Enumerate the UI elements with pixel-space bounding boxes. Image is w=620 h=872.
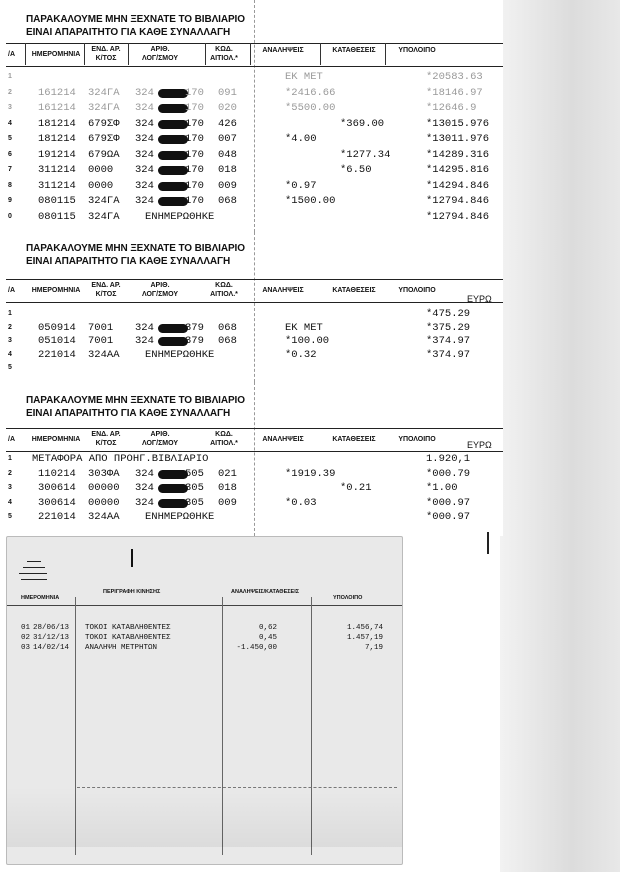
row-number: 7 [8,166,12,173]
header-deposits: ΚΑΤΑΘΕΣΕΙΣ [332,47,376,54]
header-account-2: ΛΟΓ/ΣΜΟΥ [141,55,179,62]
row-account-suffix: 505 [185,467,204,480]
row-account: 324 [135,86,154,99]
header-branch-2: Κ/ΤΟΣ [95,440,117,447]
row-code: 426 [218,117,237,130]
row-code: 018 [218,482,237,494]
row-withdrawal: *0.97 [285,179,317,192]
row-branch: 324ΓΑ [88,86,120,99]
currency-label: ΕΥΡΩ [467,440,492,450]
row-date: ΜΕΤΑΦΟΡΑ ΑΠΟ ΠΡΟΗΓ.ΒΙΒΛΙΑΡΙΟ [32,453,209,465]
row-code: 021 [218,467,237,480]
row-code: 020 [218,102,237,114]
row-date: 050914 [38,321,76,334]
header-date: ΗΜΕΡΟΜΗΝΙΑ [31,287,81,294]
header-balance: ΥΠΟΛΟΙΠΟ [398,436,436,443]
row-account: 324 [135,496,154,509]
row-branch: 324ΓΑ [88,195,120,207]
header-date: ΗΜΕΡΟΜΗΝΙΑ [31,51,81,58]
header-code-1: ΚΩΔ. [215,282,233,289]
redaction-mark [158,470,188,479]
header-branch-1: ΕΝΔ. ΑΡ. [91,431,121,438]
header-branch-2: Κ/ΤΟΣ [95,55,117,62]
table-row [0,163,503,177]
mark [131,549,133,567]
row-number: 4 [8,119,12,127]
table-row [0,452,503,466]
row-withdrawal: *0.03 [285,496,317,509]
row-number: 3 [8,337,12,344]
row-account: 324 [135,179,154,192]
header-deposits: ΚΑΤΑΘΕΣΕΙΣ [332,436,376,443]
table-row [0,70,503,84]
col-divider [84,43,85,65]
col-divider [25,43,26,65]
row-code: 068 [218,321,237,334]
card-row-description: ΤΟΚΟΙ ΚΑΤΑΒΛΗΘΕΝΤΕΣ [85,634,171,642]
card-header-desc: ΠΕΡΙΓΡΑΦΗ ΚΙΝΗΣΗΣ [103,589,161,595]
row-withdrawal: ΕΚ ΜΕΤ [285,71,323,83]
redaction-mark [158,197,188,206]
table-header [6,279,503,303]
row-balance: *13011.976 [426,133,490,145]
table-row [0,307,503,321]
row-number: 4 [8,498,12,506]
row-date: 221014 [38,348,76,361]
header-date: ΗΜΕΡΟΜΗΝΙΑ [31,436,81,443]
row-date: 161214 [38,86,76,99]
row-account: 324 [135,133,154,145]
header-branch-1: ΕΝΔ. ΑΡ. [91,46,121,53]
card-shade [7,787,402,847]
table-row [0,210,503,224]
row-balance: *375.29 [426,321,471,334]
passbook-page-1 [0,0,503,232]
row-balance: *14294.846 [426,179,490,192]
row-code: 091 [218,86,237,99]
row-account-suffix: 170 [185,133,204,145]
row-code: 068 [218,195,237,207]
card-row-balance: 7,19 [365,644,384,652]
header-balance: ΥΠΟΛΟΙΠΟ [398,287,436,294]
row-balance: *000.97 [426,511,471,523]
redaction-mark [158,324,188,333]
notice [26,394,245,420]
header-branch-2: Κ/ΤΟΣ [95,291,117,298]
row-date: 311214 [38,179,76,192]
header-code-2: ΑΙΤΙΟΛ.* [210,55,238,62]
table-header [6,428,503,452]
card-row-balance: 1.456,74 [347,624,384,632]
row-balance: *12794.846 [426,195,490,207]
table-row [0,101,503,115]
header-balance: ΥΠΟΛΟΙΠΟ [398,47,436,54]
table-row [0,179,503,193]
row-number: 3 [8,484,12,491]
row-withdrawal: *2416.66 [285,86,336,99]
row-account: ΕΝΗΜΕΡΩΘΗΚΕ [145,210,215,223]
row-withdrawal: *0.32 [285,348,317,361]
card-row-amount: -1.450,00 [236,644,278,652]
row-withdrawal: *100.00 [285,335,330,347]
notice-line-2: ΕΙΝΑΙ ΑΠΑΡΑΙΤΗΤΟ ΓΙΑ ΚΑΘΕ ΣΥΝΑΛΛΑΓΗ [26,256,231,267]
row-withdrawal: *1919.39 [285,467,336,480]
header-branch-1: ΕΝΔ. ΑΡ. [91,282,121,289]
row-account: 324 [135,321,154,334]
row-number: 5 [8,513,12,520]
row-branch: 679ΣΦ [88,117,120,130]
card-row-description: ΤΟΚΟΙ ΚΑΤΑΒΛΗΘΕΝΤΕΣ [85,624,171,632]
row-account-suffix: 170 [185,102,204,114]
row-deposit: *6.50 [340,164,372,176]
row-account-suffix: 170 [185,179,204,192]
row-balance: *14295.816 [426,164,490,176]
row-balance: *000.97 [426,496,471,509]
header-aa: /Α [8,51,15,58]
row-branch: 679ΣΦ [88,133,120,145]
row-branch: 324ΓΑ [88,210,120,223]
row-account-suffix: 170 [185,195,204,207]
row-balance: *12646.9 [426,102,477,114]
header-code-1: ΚΩΔ. [215,46,233,53]
notice [26,13,245,39]
card-row-balance: 1.457,19 [347,634,384,642]
row-branch: 324ΑΑ [88,348,120,361]
row-number: 5 [8,364,12,371]
passbook-page-3 [0,382,503,536]
row-number: 1 [8,73,12,80]
card-row-number: 02 [21,634,31,642]
row-number: 5 [8,135,12,142]
row-code: 068 [218,335,237,347]
header-withdrawals: ΑΝΑΛΗΨΕΙΣ [262,47,304,54]
row-branch: 0000 [88,179,114,192]
row-balance: *12794.846 [426,210,490,223]
row-branch: 679ΩΑ [88,148,120,161]
row-account: 324 [135,102,154,114]
row-balance: *13015.976 [426,117,490,130]
table-row [0,194,503,208]
row-branch: 0000 [88,164,114,176]
row-account-suffix: 305 [185,496,204,509]
row-account-suffix: 170 [185,148,204,161]
row-balance: *475.29 [426,308,471,320]
row-branch: 324ΓΑ [88,102,120,114]
row-date: 221014 [38,511,76,523]
row-date: 181214 [38,117,76,130]
header-rule [7,605,402,606]
row-deposit: *369.00 [340,117,385,130]
row-date: 191214 [38,148,76,161]
table-row [0,467,503,481]
table-row [0,361,503,375]
menu-icon [19,559,53,583]
header-withdrawals: ΑΝΑΛΗΨΕΙΣ [262,436,304,443]
row-branch: 00000 [88,496,120,509]
row-balance: *000.79 [426,467,471,480]
notice-line-1: ΠΑΡΑΚΑΛΟΥΜΕ ΜΗΝ ΞΕΧΝΑΤΕ ΤΟ ΒΙΒΛΙΑΡΙΟ [26,243,245,254]
header-aa: /Α [8,436,15,443]
col-divider [205,43,206,65]
mark [487,532,489,554]
notice-line-2: ΕΙΝΑΙ ΑΠΑΡΑΙΤΗΤΟ ΓΙΑ ΚΑΘΕ ΣΥΝΑΛΛΑΓΗ [26,408,231,419]
row-balance: *14289.316 [426,148,490,161]
redaction-mark [158,182,188,191]
header-account-1: ΑΡΙΘ. [150,282,170,289]
row-account-suffix: 170 [185,86,204,99]
row-deposit: *1277.34 [340,148,391,161]
card-row-description: ΑΝΑΛΗΨΗ ΜΕΤΡΗΤΩΝ [85,644,158,652]
row-account: 324 [135,117,154,130]
col-divider [320,43,321,65]
redaction-mark [158,499,188,508]
col-divider [128,43,129,65]
row-branch: 00000 [88,482,120,494]
table-row [0,148,503,162]
row-number: 6 [8,150,12,158]
card-header-date: ΗΜΕΡΟΜΗΝΙΑ [21,595,60,601]
row-account: 324 [135,164,154,176]
dashed-rule [77,787,397,788]
row-account: 324 [135,195,154,207]
redaction-mark [158,484,188,493]
header-withdrawals: ΑΝΑΛΗΨΕΙΣ [262,287,304,294]
notice [26,242,245,268]
row-number: 1 [8,310,12,317]
row-account-suffix: 305 [185,482,204,494]
table-row [0,132,503,146]
row-account-suffix: 170 [185,117,204,130]
redaction-mark [158,337,188,346]
currency-label: ΕΥΡΩ [467,294,492,304]
page-background [500,0,620,872]
table-row [0,86,503,100]
row-branch: 7001 [88,335,114,347]
card-header-balance: ΥΠΟΛΟΙΠΟ [333,595,363,601]
row-account: 324 [135,482,154,494]
card-row-number: 03 [21,644,31,652]
table-row [0,117,503,131]
row-number: 2 [8,469,12,477]
row-number: 2 [8,88,12,96]
table-header [6,43,503,67]
redaction-mark [158,151,188,160]
row-withdrawal: *1500.00 [285,195,336,207]
table-row [0,321,503,335]
table-row [0,510,503,524]
row-branch: 324ΑΑ [88,511,120,523]
row-code: 009 [218,179,237,192]
row-number: 3 [8,104,12,111]
row-balance: *374.97 [426,335,471,347]
card-row-date: 14/02/14 [33,644,70,652]
redaction-mark [158,120,188,129]
row-balance: *374.97 [426,348,471,361]
row-account-suffix: 379 [185,321,204,334]
row-branch: 7001 [88,321,114,334]
row-account: ΕΝΗΜΕΡΩΘΗΚΕ [145,511,215,523]
row-balance: *1.00 [426,482,458,494]
row-date: 110214 [38,467,76,480]
row-date: 080115 [38,195,76,207]
row-balance: *20583.63 [426,71,483,83]
row-withdrawal: *5500.00 [285,102,336,114]
redaction-mark [158,166,188,175]
card-header-amount: ΑΝΑΛΗΨΕΙΣ/ΚΑΤΑΘΕΣΕΙΣ [231,589,300,595]
header-deposits: ΚΑΤΑΘΕΣΕΙΣ [332,287,376,294]
row-branch: 303ΦΑ [88,467,120,480]
redaction-mark [158,104,188,113]
row-date: 311214 [38,164,76,176]
card-row-date: 28/06/13 [33,624,70,632]
row-account: ΕΝΗΜΕΡΩΘΗΚΕ [145,348,215,361]
row-balance: *18146.97 [426,86,483,99]
row-account: 324 [135,148,154,161]
row-balance: 1.920,1 [426,453,471,465]
row-account: 324 [135,467,154,480]
row-date: 161214 [38,102,76,114]
statement-card [6,536,403,865]
row-number: 8 [8,181,12,189]
table-row [0,481,503,495]
col-divider [385,43,386,65]
notice-line-2: ΕΙΝΑΙ ΑΠΑΡΑΙΤΗΤΟ ΓΙΑ ΚΑΘΕ ΣΥΝΑΛΛΑΓΗ [26,27,231,38]
row-code: 048 [218,148,237,161]
passbook-page-2 [0,232,503,382]
redaction-mark [158,89,188,98]
row-withdrawal: *4.00 [285,133,317,145]
notice-line-1: ΠΑΡΑΚΑΛΟΥΜΕ ΜΗΝ ΞΕΧΝΑΤΕ ΤΟ ΒΙΒΛΙΑΡΙΟ [26,395,245,406]
row-account: 324 [135,335,154,347]
row-number: 2 [8,323,12,331]
header-account-2: ΛΟΓ/ΣΜΟΥ [141,291,179,298]
header-aa: /Α [8,287,15,294]
card-row-amount: 0,62 [259,624,278,632]
header-code-1: ΚΩΔ. [215,431,233,438]
row-withdrawal: ΕΚ ΜΕΤ [285,321,323,334]
header-account-2: ΛΟΓ/ΣΜΟΥ [141,440,179,447]
row-code: 007 [218,133,237,145]
col-divider [250,43,251,65]
row-number: 0 [8,212,12,220]
row-date: 300614 [38,482,76,494]
header-account-1: ΑΡΙΘ. [150,46,170,53]
row-deposit: *0.21 [340,482,372,494]
row-date: 300614 [38,496,76,509]
row-code: 009 [218,496,237,509]
header-code-2: ΑΙΤΙΟΛ.* [210,440,238,447]
table-row [0,496,503,510]
row-date: 080115 [38,210,76,223]
redaction-mark [158,135,188,144]
table-row [0,348,503,362]
table-row [0,334,503,348]
row-number: 4 [8,350,12,358]
row-date: 181214 [38,133,76,145]
row-account-suffix: 379 [185,335,204,347]
card-row-number: 01 [21,624,31,632]
card-row-date: 31/12/13 [33,634,70,642]
row-number: 1 [8,455,12,462]
card-row-amount: 0,45 [259,634,278,642]
notice-line-1: ΠΑΡΑΚΑΛΟΥΜΕ ΜΗΝ ΞΕΧΝΑΤΕ ΤΟ ΒΙΒΛΙΑΡΙΟ [26,14,245,25]
row-date: 051014 [38,335,76,347]
row-account-suffix: 170 [185,164,204,176]
header-code-2: ΑΙΤΙΟΛ.* [210,291,238,298]
row-code: 018 [218,164,237,176]
row-number: 9 [8,197,12,204]
header-account-1: ΑΡΙΘ. [150,431,170,438]
